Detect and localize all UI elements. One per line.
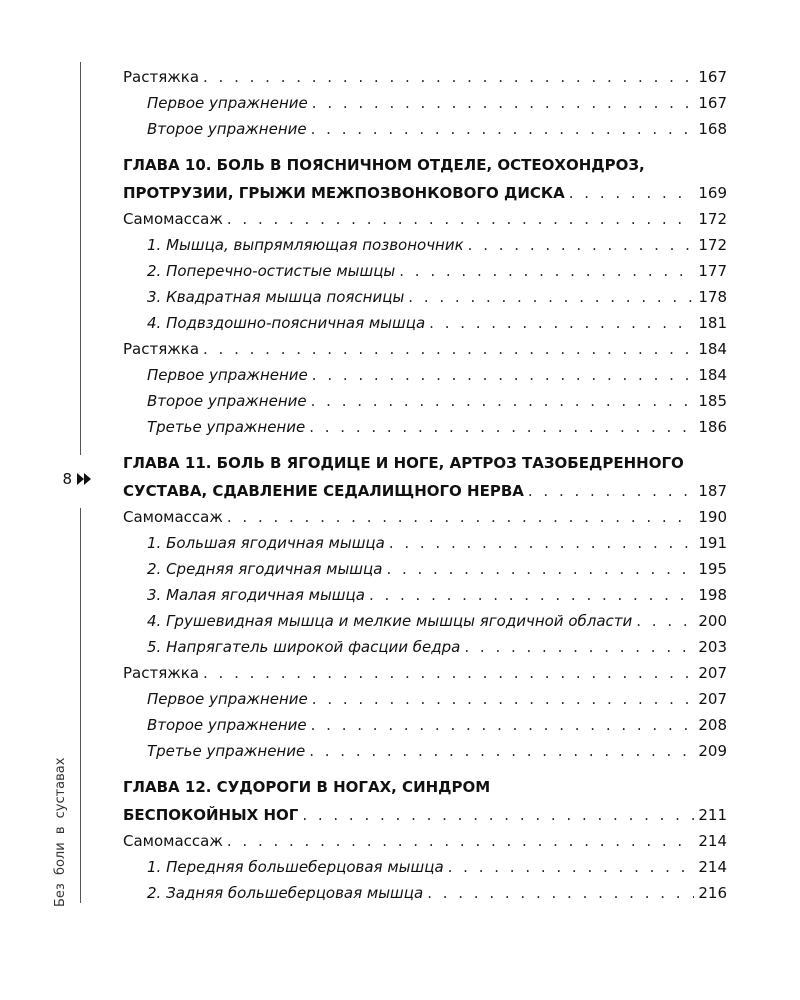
toc-subentry[interactable]	[123, 114, 727, 140]
toc-entry-label: Третье упражнение	[147, 742, 306, 760]
chapter-12	[123, 774, 727, 826]
dot-leader	[528, 480, 694, 502]
chapter-heading-line2[interactable]	[123, 178, 727, 204]
toc-entry-label: 2. Поперечно-остистые мышцы	[147, 262, 396, 280]
toc-entry-page: 167	[698, 94, 727, 112]
chapter-11	[123, 450, 727, 502]
toc-entry-page: 167	[698, 68, 727, 86]
toc-subentry[interactable]	[123, 878, 727, 904]
chapter-title-label: ПРОТРУЗИИ, ГРЫЖИ МЕЖПОЗВОНКОВОГО ДИСКА	[123, 184, 565, 202]
toc-entry-label: 1. Большая ягодичная мышца	[147, 534, 385, 552]
dot-leader	[227, 208, 694, 230]
toc-subentry[interactable]	[123, 308, 727, 334]
toc-subentry[interactable]	[123, 580, 727, 606]
toc-entry-page: 190	[698, 508, 727, 526]
toc-entry-label: 2. Задняя большеберцовая мышца	[147, 884, 424, 902]
chapter-heading-line1[interactable]: ГЛАВА 10. БОЛЬ В ПОЯСНИЧНОМ ОТДЕЛЕ, ОСТЕОХОНДРОЗ,	[123, 156, 645, 174]
chapter-heading-line1[interactable]: ГЛАВА 11. БОЛЬ В ЯГОДИЦЕ И НОГЕ, АРТРОЗ ТАЗОБЕДРЕННОГО	[123, 454, 684, 472]
dot-leader	[386, 558, 694, 580]
toc-entry-label: Растяжка	[123, 664, 200, 682]
toc-entry-label: 4. Подвздошно-поясничная мышца	[147, 314, 426, 332]
toc-subentry[interactable]	[123, 710, 727, 736]
toc-entry-label: Второе упражнение	[147, 120, 307, 138]
dot-leader	[369, 584, 694, 606]
dot-leader	[427, 882, 694, 904]
toc-entry-label: 1. Передняя большеберцовая мышца	[147, 858, 444, 876]
toc-entry[interactable]	[123, 204, 727, 230]
toc-entry-label: Первое упражнение	[147, 366, 308, 384]
toc-entry-page: 198	[698, 586, 727, 604]
chapter-heading-line1[interactable]: ГЛАВА 12. СУДОРОГИ В НОГАХ, СИНДРОМ	[123, 778, 491, 796]
chapter-page: 211	[698, 806, 727, 824]
toc-subentry[interactable]	[123, 852, 727, 878]
margin-rule-top	[80, 62, 81, 455]
dot-leader	[203, 66, 694, 88]
toc-entry-label: Самомассаж	[123, 832, 223, 850]
toc-entry-label: Первое упражнение	[147, 94, 308, 112]
toc-subentry[interactable]	[123, 632, 727, 658]
table-of-contents	[123, 62, 727, 904]
toc-entry-page: 207	[698, 690, 727, 708]
dot-leader	[309, 740, 694, 762]
toc-entry-page: 216	[698, 884, 727, 902]
chapter-heading-line2[interactable]	[123, 800, 727, 826]
dot-leader	[227, 506, 694, 528]
toc-subentry[interactable]	[123, 386, 727, 412]
toc-entry-page: 214	[698, 832, 727, 850]
dot-leader	[464, 636, 694, 658]
toc-subentry[interactable]	[123, 256, 727, 282]
dot-leader	[203, 338, 694, 360]
dot-leader	[311, 118, 695, 140]
toc-entry-page: 172	[698, 210, 727, 228]
toc-subentry[interactable]	[123, 360, 727, 386]
toc-entry-page: 200	[698, 612, 727, 630]
toc-subentry[interactable]	[123, 230, 727, 256]
toc-entry-page: 184	[698, 366, 727, 384]
toc-entry-page: 186	[698, 418, 727, 436]
toc-entry-page: 208	[698, 716, 727, 734]
dot-leader	[309, 416, 694, 438]
dot-leader	[468, 234, 695, 256]
toc-entry-page: 203	[698, 638, 727, 656]
toc-entry-label: Третье упражнение	[147, 418, 306, 436]
dot-leader	[636, 610, 694, 632]
toc-subentry[interactable]	[123, 88, 727, 114]
toc-subentry[interactable]	[123, 282, 727, 308]
toc-entry-page: 195	[698, 560, 727, 578]
toc-entry-label: Самомассаж	[123, 508, 223, 526]
toc-entry-page: 181	[698, 314, 727, 332]
toc-entry-page: 184	[698, 340, 727, 358]
chapter-page: 187	[698, 482, 727, 500]
dot-leader	[302, 804, 694, 826]
toc-entry[interactable]	[123, 334, 727, 360]
toc-entry-page: 207	[698, 664, 727, 682]
toc-entry-label: Второе упражнение	[147, 392, 307, 410]
dot-leader	[312, 688, 695, 710]
dot-leader	[429, 312, 694, 334]
running-title: Без боли в суставах	[53, 757, 68, 907]
toc-entry-page: 168	[698, 120, 727, 138]
toc-entry-page: 209	[698, 742, 727, 760]
chapter-10	[123, 152, 727, 204]
toc-entry-page: 177	[698, 262, 727, 280]
toc-entry-label: Растяжка	[123, 68, 200, 86]
dot-leader	[399, 260, 694, 282]
dot-leader	[569, 182, 695, 204]
toc-subentry[interactable]	[123, 606, 727, 632]
toc-entry-label: Второе упражнение	[147, 716, 307, 734]
toc-subentry[interactable]	[123, 554, 727, 580]
dot-leader	[312, 364, 695, 386]
toc-entry[interactable]	[123, 62, 727, 88]
toc-entry-label: 3. Малая ягодичная мышца	[147, 586, 365, 604]
chapter-title-label: БЕСПОКОЙНЫХ НОГ	[123, 806, 299, 824]
toc-entry-label: 1. Мышца, выпрямляющая позвоночник	[147, 236, 464, 254]
toc-entry-label: Первое упражнение	[147, 690, 308, 708]
toc-entry-page: 214	[698, 858, 727, 876]
toc-entry-label: 4. Грушевидная мышца и мелкие мышцы ягодичной области	[147, 612, 633, 630]
toc-entry-label: 2. Средняя ягодичная мышца	[147, 560, 383, 578]
dot-leader	[389, 532, 695, 554]
dot-leader	[203, 662, 694, 684]
dot-leader	[312, 92, 695, 114]
toc-entry-page: 172	[698, 236, 727, 254]
dot-leader	[311, 390, 695, 412]
toc-entry[interactable]	[123, 826, 727, 852]
toc-entry-label: 5. Напрягатель широкой фасции бедра	[147, 638, 461, 656]
toc-entry-page: 191	[698, 534, 727, 552]
toc-subentry[interactable]	[123, 412, 727, 438]
toc-entry-page: 178	[698, 288, 727, 306]
dot-leader	[227, 830, 694, 852]
dot-leader	[448, 856, 695, 878]
page-number: 8	[62, 470, 72, 488]
dot-leader	[408, 286, 694, 308]
toc-entry-page: 185	[698, 392, 727, 410]
chapter-heading-line2[interactable]	[123, 476, 727, 502]
double-arrow-right-icon	[76, 471, 92, 487]
toc-entry[interactable]	[123, 502, 727, 528]
toc-entry[interactable]	[123, 658, 727, 684]
toc-subentry[interactable]	[123, 528, 727, 554]
toc-entry-label: Растяжка	[123, 340, 200, 358]
toc-entry-label: 3. Квадратная мышца поясницы	[147, 288, 405, 306]
toc-entry-label: Самомассаж	[123, 210, 223, 228]
chapter-title-label: СУСТАВА, СДАВЛЕНИЕ СЕДАЛИЩНОГО НЕРВА	[123, 482, 524, 500]
dot-leader	[311, 714, 695, 736]
toc-subentry[interactable]	[123, 684, 727, 710]
toc-subentry[interactable]	[123, 736, 727, 762]
chapter-page: 169	[698, 184, 727, 202]
margin-rule-bottom	[80, 508, 81, 903]
